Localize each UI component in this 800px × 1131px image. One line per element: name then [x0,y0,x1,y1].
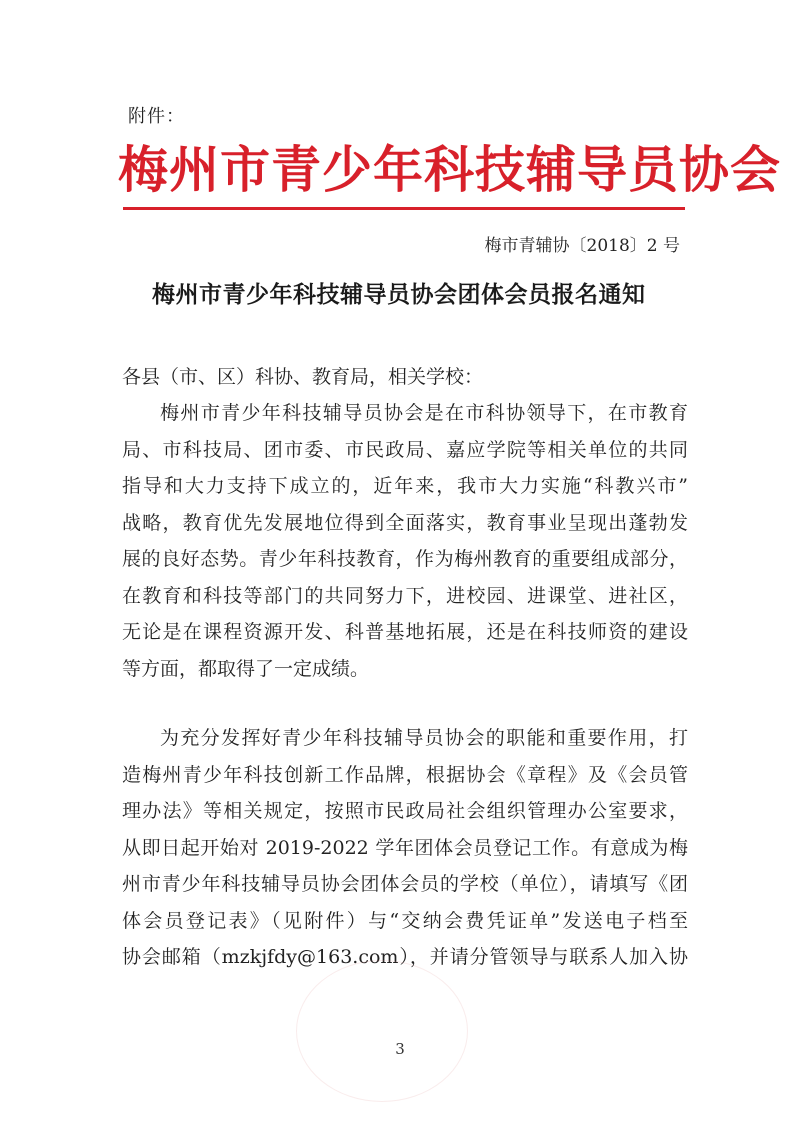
paragraph-1-line: 无论是在课程资源开发、科普基地拓展，还是在科技师资的建设 [122,621,688,643]
paragraph-1 [122,395,688,687]
paragraph-2-line: 州市青少年科技辅导员协会团体会员的学校（单位），请填写《团 [122,873,688,895]
organization-letterhead: 梅州市青少年科技辅导员协会 [118,140,781,199]
attachment-label: 附件： [128,106,185,127]
document-title: 梅州市青少年科技辅导员协会团体会员报名通知 [152,281,646,308]
paragraph-1-line: 展的良好态势。青少年科技教育，作为梅州教育的重要组成部分， [122,548,688,570]
faint-seal-watermark [296,960,468,1102]
paragraph-1-line: 在教育和科技等部门的共同努力下，进校园、进课堂、进社区， [122,584,688,607]
paragraph-2-line: 体会员登记表》（见附件）与“交纳会费凭证单”发送电子档至 [122,909,688,932]
paragraph-1-line: 局、市科技局、团市委、市民政局、嘉应学院等相关单位的共同 [122,438,688,461]
paragraph-1-line: 指导和大力支持下成立的，近年来，我市大力实施“科教兴市” [122,475,688,497]
paragraph-2-line: 理办法》等相关规定，按照市民政局社会组织管理办公室要求， [122,800,688,822]
paragraph-2 [122,720,688,976]
salutation: 各县（市、区）科协、教育局，相关学校： [122,366,484,388]
paragraph-2-line: 造梅州青少年科技创新工作品牌，根据协会《章程》及《会员管 [122,763,688,786]
paragraph-1-line: 梅州市青少年科技辅导员协会是在市科协领导下，在市教育 [160,402,688,424]
letterhead-divider [123,207,685,210]
paragraph-1-line: 战略，教育优先发展地位得到全面落实，教育事业呈现出蓬勃发 [122,511,688,534]
paragraph-1-line: 等方面，都取得了一定成绩。 [122,657,370,680]
document-number: 梅市青辅协〔2018〕2 号 [484,236,680,256]
paragraph-2-line: 协会邮箱（mzkjfdy@163.com），并请分管领导与联系人加入协 [122,946,688,968]
paragraph-2-line: 为充分发挥好青少年科技辅导员协会的职能和重要作用，打 [160,727,688,749]
page-number: 3 [395,1040,405,1058]
paragraph-2-line: 从即日起开始对 2019-2022 学年团体会员登记工作。有意成为梅 [122,836,688,859]
